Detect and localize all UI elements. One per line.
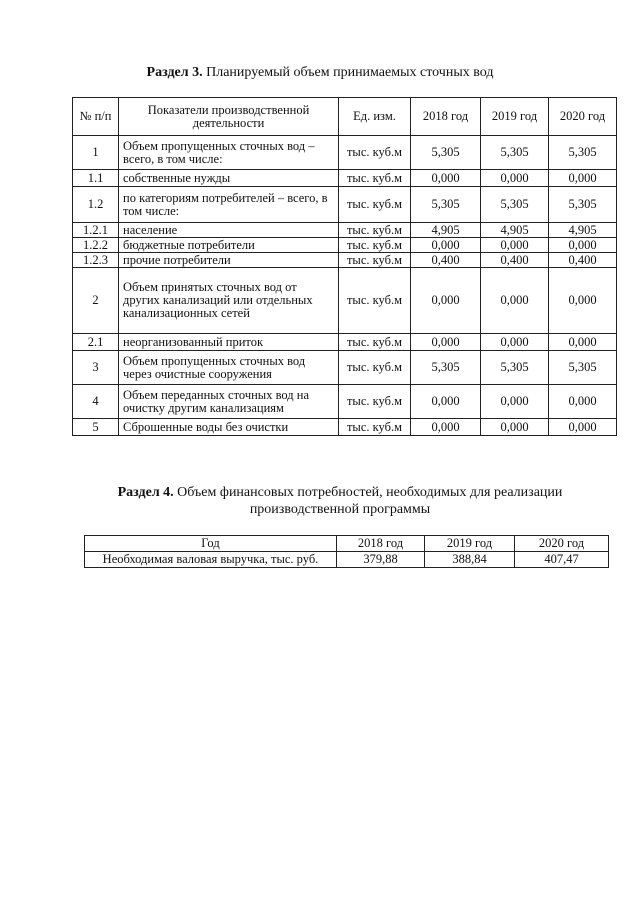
row-number: 4 <box>73 385 119 419</box>
row-number: 3 <box>73 351 119 385</box>
row-value-2020: 0,400 <box>549 253 617 268</box>
row-value-2018: 0,000 <box>411 419 481 436</box>
row-unit: тыс. куб.м <box>339 334 411 351</box>
table-row <box>73 170 617 187</box>
row-value-2019: 388,84 <box>425 552 515 568</box>
row-value-2018: 0,000 <box>411 334 481 351</box>
row-value-2018: 0,000 <box>411 268 481 334</box>
table-header-row <box>73 98 617 136</box>
section3-title: Планируемый объем принимаемых сточных вод <box>206 65 494 80</box>
section3-heading <box>0 64 640 81</box>
table-row <box>73 268 617 334</box>
row-number: 2 <box>73 268 119 334</box>
header-cell: Показатели производственной деятельности <box>119 98 339 136</box>
section3-table <box>72 97 617 436</box>
table-row <box>85 552 609 568</box>
row-value-2019: 0,000 <box>481 334 549 351</box>
table-row <box>73 253 617 268</box>
section4-heading <box>80 484 600 518</box>
row-number: 1.2.2 <box>73 238 119 253</box>
row-value-2019: 0,400 <box>481 253 549 268</box>
row-indicator: прочие потребители <box>119 253 339 268</box>
row-value-2020: 407,47 <box>515 552 609 568</box>
row-value-2020: 5,305 <box>549 187 617 223</box>
header-cell: 2019 год <box>425 536 515 552</box>
table-row <box>73 334 617 351</box>
row-unit: тыс. куб.м <box>339 136 411 170</box>
row-value-2018: 379,88 <box>337 552 425 568</box>
row-value-2019: 4,905 <box>481 223 549 238</box>
row-value-2020: 5,305 <box>549 351 617 385</box>
header-cell: 2020 год <box>549 98 617 136</box>
row-unit: тыс. куб.м <box>339 238 411 253</box>
row-unit: тыс. куб.м <box>339 187 411 223</box>
row-unit: тыс. куб.м <box>339 223 411 238</box>
section4-table <box>84 535 609 568</box>
row-value-2019: 0,000 <box>481 170 549 187</box>
row-label: Необходимая валовая выручка, тыс. руб. <box>85 552 337 568</box>
row-value-2020: 0,000 <box>549 334 617 351</box>
row-indicator: Объем принятых сточных вод от других канализаций или отдельных канализационных сетей <box>119 268 339 334</box>
section4-title: Объем финансовых потребностей, необходимых для реализации производственной программы <box>177 485 563 517</box>
row-value-2019: 0,000 <box>481 268 549 334</box>
row-value-2018: 4,905 <box>411 223 481 238</box>
row-value-2018: 0,000 <box>411 238 481 253</box>
table-header-row <box>85 536 609 552</box>
row-value-2020: 0,000 <box>549 170 617 187</box>
header-cell: № п/п <box>73 98 119 136</box>
table-row <box>73 187 617 223</box>
row-value-2020: 0,000 <box>549 268 617 334</box>
row-indicator: Объем пропущенных сточных вод через очистные сооружения <box>119 351 339 385</box>
table-row <box>73 136 617 170</box>
table-row <box>73 385 617 419</box>
row-indicator: по категориям потребителей – всего, в том числе: <box>119 187 339 223</box>
header-cell: Ед. изм. <box>339 98 411 136</box>
table-row <box>73 351 617 385</box>
row-number: 1.2.3 <box>73 253 119 268</box>
row-indicator: собственные нужды <box>119 170 339 187</box>
row-value-2020: 4,905 <box>549 223 617 238</box>
header-cell: 2018 год <box>337 536 425 552</box>
row-value-2019: 0,000 <box>481 238 549 253</box>
row-value-2018: 5,305 <box>411 187 481 223</box>
row-value-2019: 0,000 <box>481 385 549 419</box>
row-value-2018: 0,400 <box>411 253 481 268</box>
row-unit: тыс. куб.м <box>339 170 411 187</box>
row-number: 5 <box>73 419 119 436</box>
header-cell: 2020 год <box>515 536 609 552</box>
row-value-2020: 5,305 <box>549 136 617 170</box>
row-number: 1 <box>73 136 119 170</box>
row-unit: тыс. куб.м <box>339 351 411 385</box>
row-indicator: неорганизованный приток <box>119 334 339 351</box>
row-number: 1.1 <box>73 170 119 187</box>
row-value-2018: 5,305 <box>411 136 481 170</box>
row-indicator: население <box>119 223 339 238</box>
table-row <box>73 223 617 238</box>
row-indicator: Объем пропущенных сточных вод – всего, в том числе: <box>119 136 339 170</box>
table-row <box>73 419 617 436</box>
row-value-2019: 0,000 <box>481 419 549 436</box>
row-indicator: бюджетные потребители <box>119 238 339 253</box>
row-unit: тыс. куб.м <box>339 385 411 419</box>
row-indicator: Сброшенные воды без очистки <box>119 419 339 436</box>
row-indicator: Объем переданных сточных вод на очистку другим канализациям <box>119 385 339 419</box>
row-unit: тыс. куб.м <box>339 253 411 268</box>
row-value-2020: 0,000 <box>549 419 617 436</box>
row-value-2018: 0,000 <box>411 385 481 419</box>
row-unit: тыс. куб.м <box>339 268 411 334</box>
row-value-2019: 5,305 <box>481 136 549 170</box>
header-cell: Год <box>85 536 337 552</box>
row-value-2019: 5,305 <box>481 351 549 385</box>
row-number: 1.2 <box>73 187 119 223</box>
row-value-2018: 5,305 <box>411 351 481 385</box>
row-unit: тыс. куб.м <box>339 419 411 436</box>
header-cell: 2018 год <box>411 98 481 136</box>
header-cell: 2019 год <box>481 98 549 136</box>
row-value-2019: 5,305 <box>481 187 549 223</box>
section4-prefix: Раздел 4. <box>117 485 174 500</box>
row-value-2020: 0,000 <box>549 385 617 419</box>
section3-prefix: Раздел 3. <box>146 65 203 80</box>
row-value-2018: 0,000 <box>411 170 481 187</box>
table-row <box>73 238 617 253</box>
row-number: 1.2.1 <box>73 223 119 238</box>
row-value-2020: 0,000 <box>549 238 617 253</box>
row-number: 2.1 <box>73 334 119 351</box>
